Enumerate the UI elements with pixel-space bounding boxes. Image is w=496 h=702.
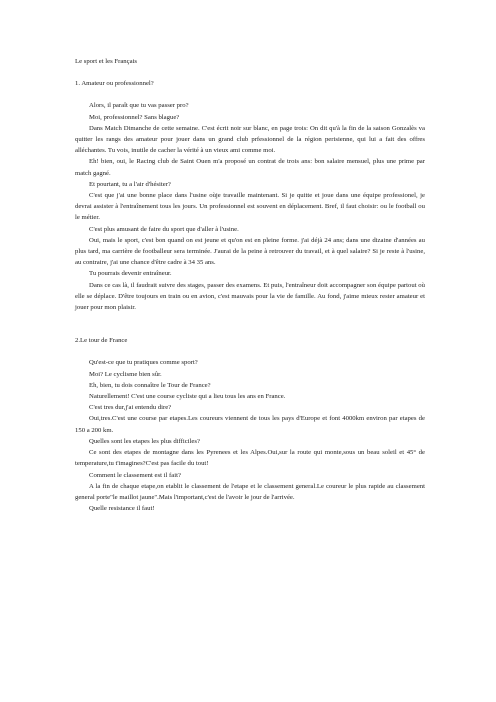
document-page bbox=[75, 56, 425, 514]
paragraph: Moi, professionnel? Sans blague? bbox=[89, 113, 180, 121]
paragraph: Comment le classement est il fait? bbox=[89, 471, 181, 479]
paragraph: Oui, mais le sport, c'est bon quand on est jeune et qu'on est en pleine forme. j'ai déjà 24 ans; dans une dizaine d'années au plus tard, ma carrière de footballeur sera terminée. J'aurai de la peine à retrouver du travail, et à quel salaire? Si je reste à l'usine, au contraire, j'ai une chance d'être cadre à 34 35 ans. bbox=[75, 236, 425, 267]
paragraph: Quelle resistance il faut! bbox=[89, 505, 155, 513]
paragraph: Naturellement! C'est une course cycliste qui a lieu tous les ans en France. bbox=[89, 393, 286, 401]
paragraph: Et pourtant, tu a l'air d'hésiter? bbox=[89, 180, 171, 188]
paragraph: Quelles sont les etapes les plus difficiles? bbox=[89, 437, 200, 445]
paragraph: Dans ce cas là, il faudrait suivre des stages, passer des examens. Et puis, l'entraîneur doit accompagner son équipe partout où elle se déplace. D'être toujours en train ou en avion, c'est mauvais pour la vie de famille. Au fond, j'aime mieux rester amateur et jouer pour mon plaisir. bbox=[75, 281, 425, 312]
paragraph: C'est tres dur,j'ai entendu dire? bbox=[89, 404, 172, 412]
document-title: Le sport et les Français bbox=[75, 58, 138, 65]
paragraph: C'est que j'ai une bonne place dans l'usine oùje travaille maintenant. Si je quitte et joue dans une équipe professionel, je devrai assister à l'entraînement tous les jours. Un professionnel est souvent en déplacement. Bref, il faut choisir: ou le football ou le métier. bbox=[75, 192, 425, 222]
paragraph: Eh, bien, tu dois connaître le Tour de France? bbox=[89, 381, 211, 389]
paragraph: Tu pourrais devenir entraîneur. bbox=[89, 270, 172, 278]
paragraph: Oui,tres.C'est une course par etapes.Les coureurs viennent de tous les pays d'Europe et font 4000km environ par etapes de 150 a 200 km. bbox=[75, 415, 425, 434]
section-1-heading: 1. Amateur ou professionnel? bbox=[75, 80, 154, 88]
paragraph: A la fin de chaque etape,on etablit le classement de l'etape et le classement general.Le coureur le plus rapide au classement general porte"le maillot jaune".Mais l'important,c'est de l'avoir le jour de l'arrivée. bbox=[75, 482, 425, 501]
section-2-heading: 2.Le tour de France bbox=[75, 337, 128, 345]
paragraph: Qu'est-ce que tu pratiques comme sport? bbox=[89, 359, 198, 367]
paragraph: Eh! bien, oui, le Racing club de Saint Ouen m'a proposé un contrat de trois ans: bon salaire mensuel, plus une prime par match gagné. bbox=[75, 158, 425, 177]
section-spacer bbox=[75, 313, 425, 335]
paragraph: C'est plus amusant de faire du sport que d'aller à l'usine. bbox=[89, 225, 239, 233]
paragraph: Dans Match Dimanche de cette semaine. C'est écrit noir sur blanc, en page trois: On dit qu'à la fin de la saison Gonzalès va quitter les rangs des amateur pour jouer dans un grand club prfessionnel de la région perisienne, qui lui a fait des offres alléchantes. Tu vois, inutile de cacher la vérité à un vieux ami comme moi. bbox=[75, 124, 425, 155]
paragraph: Alors, il paraît que tu vas passer pro? bbox=[89, 102, 189, 110]
paragraph: Moi? Le cyclisme bien sûr. bbox=[89, 370, 162, 378]
paragraph: Ce sont des etapes de montagne dans les Pyrenees et les Alpes.Oui,sur la route qui monte,sous un beau soleil et 45° de temperature,tu t'imagines?C'est pas facile du tout! bbox=[75, 449, 425, 468]
